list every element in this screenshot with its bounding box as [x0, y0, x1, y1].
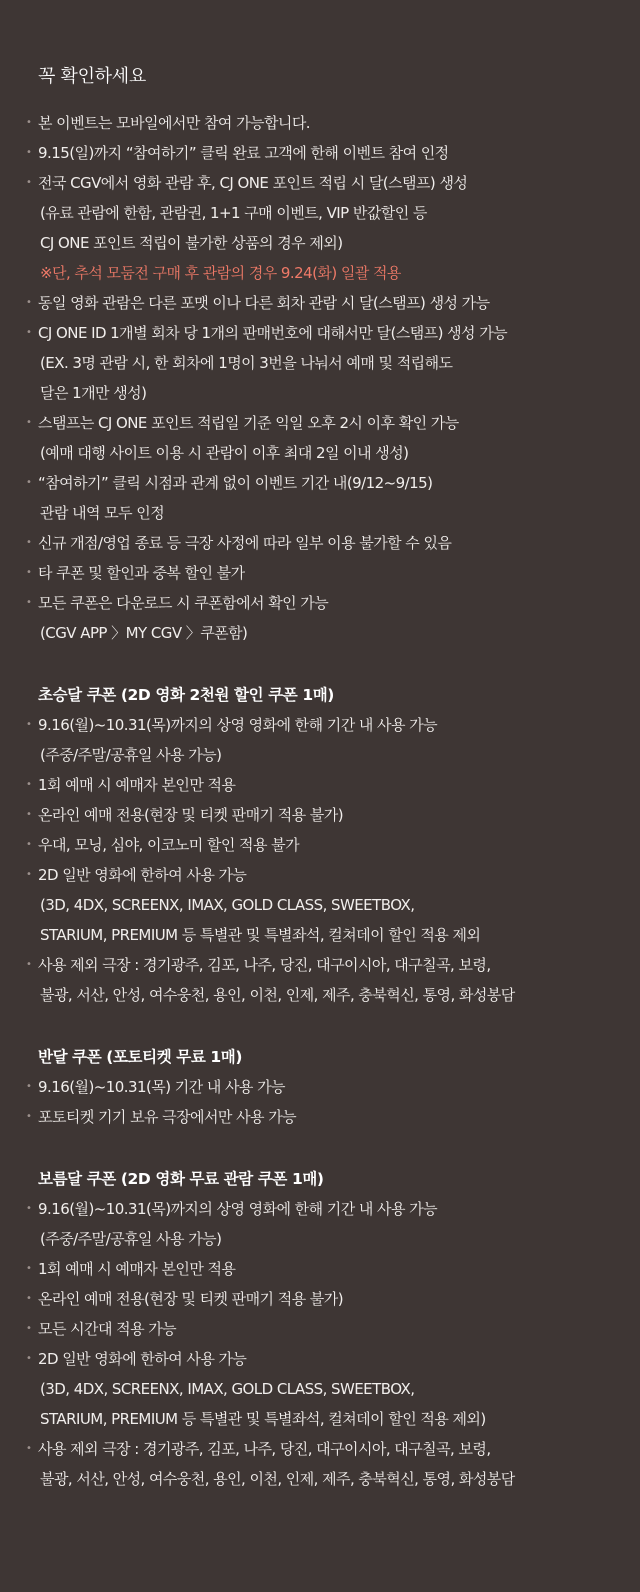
list-item [38, 1284, 640, 1314]
list-item-text: • 2D 일반 영화에 한하여 사용 가능 [38, 1344, 640, 1374]
list-item-continuation: (3D, 4DX, SCREENX, IMAX, GOLD CLASS, SWEETBOX, [40, 896, 415, 914]
list-item-text: • 9.15(일)까지 “참여하기” 클릭 완료 고객에 한해 이벤트 참여 인정 [38, 138, 640, 168]
list-item [38, 108, 640, 138]
list-item-text: • 사용 제외 극장 : 경기광주, 김포, 나주, 당진, 대구이시아, 대구칠곡, 보령, [38, 1434, 640, 1464]
section-title: 초승달 쿠폰 (2D 영화 2천원 할인 쿠폰 1매) [38, 686, 334, 704]
list-item-continuation: (EX. 3명 관람 시, 한 회차에 1명이 3번을 나눠서 예매 및 적립해도 [40, 354, 453, 372]
list-item [38, 950, 640, 1010]
list-item-text: • 9.16(월)~10.31(목)까지의 상영 영화에 한해 기간 내 사용 가능 [38, 710, 640, 740]
list-item [38, 408, 640, 468]
list-item [38, 558, 640, 588]
list-item [38, 1434, 640, 1494]
warning-text: ※단, 추석 모둠전 구매 후 관람의 경우 9.24(화) 일괄 적용 [40, 264, 401, 282]
list-item-continuation: (주중/주말/공휴일 사용 가능) [40, 746, 222, 764]
list-item-text: • 1회 예매 시 예매자 본인만 적용 [38, 770, 640, 800]
list-item-text: • 포토티켓 기기 보유 극장에서만 사용 가능 [38, 1102, 640, 1132]
list-item-text: • 본 이벤트는 모바일에서만 참여 가능합니다. [38, 108, 640, 138]
list-item [38, 1072, 640, 1102]
list-item [38, 1314, 640, 1344]
list-item-text: • CJ ONE ID 1개별 회차 당 1개의 판매번호에 대해서만 달(스탬프) 생성 가능 [38, 318, 640, 348]
list-item-text: • 온라인 예매 전용(현장 및 티켓 판매기 적용 불가) [38, 800, 640, 830]
section-list [38, 710, 640, 1010]
section-title: 반달 쿠폰 (포토티켓 무료 1매) [38, 1048, 243, 1066]
list-item [38, 1102, 640, 1132]
list-item-text: • 모든 시간대 적용 가능 [38, 1314, 640, 1344]
list-item-continuation: (주중/주말/공휴일 사용 가능) [40, 1230, 222, 1248]
list-item-continuation: (예매 대행 사이트 이용 시 관람이 이후 최대 2일 이내 생성) [40, 444, 409, 462]
list-item-continuation: STARIUM, PREMIUM 등 특별관 및 특별좌석, 컬쳐데이 할인 적용 제외 [40, 926, 481, 944]
list-item [38, 710, 640, 770]
list-item-continuation: (3D, 4DX, SCREENX, IMAX, GOLD CLASS, SWEETBOX, [40, 1380, 415, 1398]
list-item-continuation: CJ ONE 포인트 적립이 불가한 상품의 경우 제외) [40, 234, 343, 252]
list-item [38, 1254, 640, 1284]
section-spacer [38, 1132, 640, 1164]
list-item [38, 528, 640, 558]
list-item-text: • 9.16(월)~10.31(목) 기간 내 사용 가능 [38, 1072, 640, 1102]
list-item [38, 1194, 640, 1254]
list-item-continuation: STARIUM, PREMIUM 등 특별관 및 특별좌석, 컬쳐데이 할인 적용 제외) [40, 1410, 486, 1428]
list-item [38, 770, 640, 800]
section-list [38, 1194, 640, 1494]
list-item-text: • 스탬프는 CJ ONE 포인트 적립일 기준 익일 오후 2시 이후 확인 가능 [38, 408, 640, 438]
list-item-text: • 온라인 예매 전용(현장 및 티켓 판매기 적용 불가) [38, 1284, 640, 1314]
notice-heading: 꼭 확인하세요 [38, 66, 146, 87]
list-item-text: • 동일 영화 관람은 다른 포맷 이나 다른 회차 관람 시 달(스탬프) 생성 가능 [38, 288, 640, 318]
list-item [38, 168, 640, 288]
list-item-text: • 우대, 모닝, 심야, 이코노미 할인 적용 불가 [38, 830, 640, 860]
list-item-text: • 2D 일반 영화에 한하여 사용 가능 [38, 860, 640, 890]
list-item-continuation: 달은 1개만 생성) [40, 384, 147, 402]
list-item [38, 288, 640, 318]
section-title: 보름달 쿠폰 (2D 영화 무료 관람 쿠폰 1매) [38, 1170, 324, 1188]
list-item [38, 1344, 640, 1434]
coupon-sections [38, 648, 640, 1494]
list-item [38, 138, 640, 168]
list-item-continuation: 관람 내역 모두 인정 [40, 504, 165, 522]
list-item-continuation: (CGV APP 〉MY CGV 〉쿠폰함) [40, 624, 248, 642]
list-item-text: • 1회 예매 시 예매자 본인만 적용 [38, 1254, 640, 1284]
list-item [38, 800, 640, 830]
list-item-continuation: 불광, 서산, 안성, 여수웅천, 용인, 이천, 인제, 제주, 충북혁신, 통영, 화성봉담 [40, 986, 515, 1004]
list-item-text: • “참여하기” 클릭 시점과 관계 없이 이벤트 기간 내(9/12~9/15) [38, 468, 640, 498]
list-item-continuation: 불광, 서산, 안성, 여수웅천, 용인, 이천, 인제, 제주, 충북혁신, 통영, 화성봉담 [40, 1470, 515, 1488]
list-item-text: • 모든 쿠폰은 다운로드 시 쿠폰함에서 확인 가능 [38, 588, 640, 618]
section-list [38, 1072, 640, 1132]
list-item-text: • 타 쿠폰 및 할인과 중복 할인 불가 [38, 558, 640, 588]
general-notice-list [38, 108, 640, 648]
list-item-text: • 전국 CGV에서 영화 관람 후, CJ ONE 포인트 적립 시 달(스탬프) 생성 [38, 168, 640, 198]
list-item [38, 860, 640, 950]
list-item-text: • 9.16(월)~10.31(목)까지의 상영 영화에 한해 기간 내 사용 가능 [38, 1194, 640, 1224]
list-item-continuation: (유료 관람에 한함, 관람권, 1+1 구매 이벤트, VIP 반값할인 등 [40, 204, 427, 222]
list-item-text: • 신규 개점/영업 종료 등 극장 사정에 따라 일부 이용 불가할 수 있음 [38, 528, 640, 558]
list-item [38, 588, 640, 648]
list-item [38, 830, 640, 860]
list-item [38, 468, 640, 528]
section-spacer [38, 648, 640, 680]
list-item [38, 318, 640, 408]
section-spacer [38, 1010, 640, 1042]
list-item-text: • 사용 제외 극장 : 경기광주, 김포, 나주, 당진, 대구이시아, 대구칠곡, 보령, [38, 950, 640, 980]
